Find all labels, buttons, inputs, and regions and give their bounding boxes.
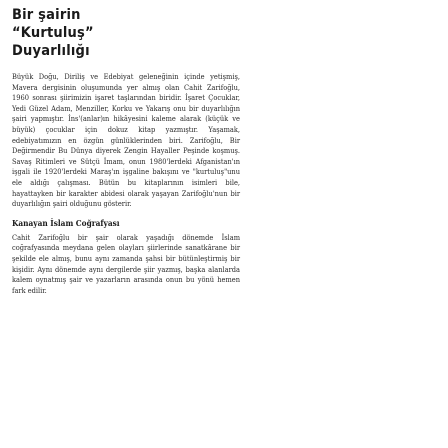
article-title (12, 6, 122, 60)
intro-paragraph: Büyük Doğu, Diriliş ve Edebiyat geleneğinin içinde yetişmiş, Mavera dergisinin oluşumunda yer almış olan Cahit Zarifoğlu, 1960 sonrası şiirimizin işaret taşlarından biridir. İşaret Çocuklar, Yedi Güzel Adam, Menziller, Korku ve Yakarış onu bir duyarlılığın şairi yapmıştır. İns'(anlar)ın hikâyesini kaleme alarak (küçük ve büyük) çocuklar için dokuz kitap yazmıştır. Yaşamak, edebiyatımızın en özgün günlüklerinden biri. Zarifoğlu, Bir Değirmendir Bu Dünya diyerek Zengin Hayaller Peşinde koşmuş. Savaş Ritimleri ve Sütçü İmam, onun 1980'lerdeki Afganistan'ın işgali ile 1920'lerdeki Maraş'ın işgaline bakışını ve "kurtuluş"unu ele aldığı çalışması. Bütün bu kitaplarının isimleri bile, hayattayken bir karakter abidesi olarak yaşayan Zarifoğlu'nun bir duyarlılığın şairi olduğunu gösterir. (12, 72, 240, 209)
article-title-line: Bir şairin (12, 7, 81, 23)
section-heading: Kanayan İslam Coğrafyası (12, 217, 120, 228)
article-title-line: Duyarlılığı (12, 43, 90, 59)
article-title-line: “Kurtuluş” (12, 25, 94, 41)
section-paragraph: Cahit Zarifoğlu bir şair olarak yaşadığı dönemde İslam coğrafyasında meydana gelen olayları şiirlerinde sanatkârane bir şekilde ele almış, bunu aynı zamanda şahsi bir bütünleştirmiş bir kişidir. Aynı dönemde aynı dergilerde şiir yazmış, başka alanlarda kalem oynatmış şair ve yazarların arasında onun bu yönü hemen fark edilir. (12, 232, 240, 295)
